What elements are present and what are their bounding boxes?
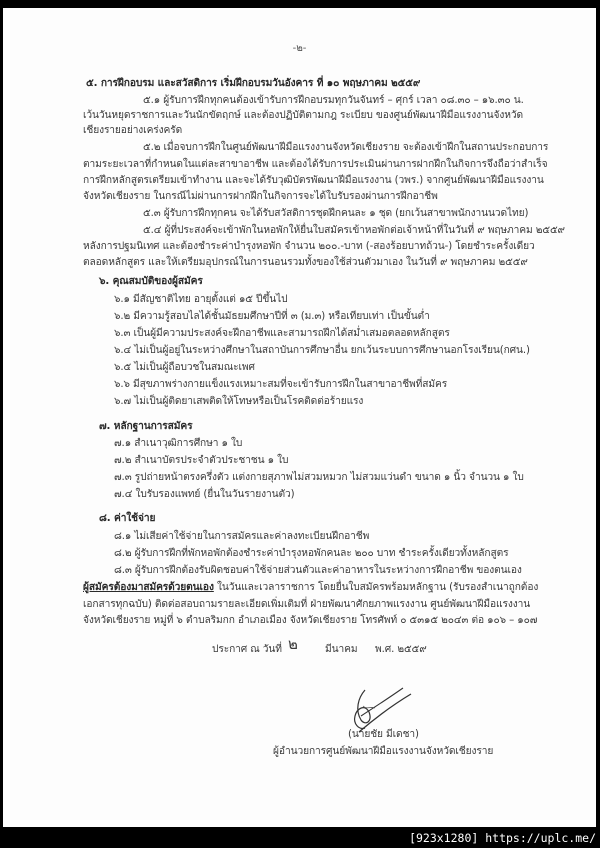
section-5-line: ตลอดหลักสูตร และให้เตรียมอุปกรณ์ในการนอนรวมทั้งของใช้ส่วนตัวมาเอง ในวันที่ ๙ พฤษภาคม ๒๕๕๙ [83, 257, 528, 268]
section-5-line: ๕.๑ ผู้รับการฝึกทุกคนต้องเข้ารับการฝึกอบรมทุกวันจันทร์ – ศุกร์ เวลา ๐๘.๓๐ – ๑๖.๓๐ น. [143, 95, 524, 106]
section-7-heading: ๗. หลักฐานการสมัคร [99, 421, 193, 432]
section-5-line: ๕.๓ ผู้รับการฝึกทุกคน จะได้รับสวัสดิการชุดฝึกคนละ ๑ ชุด (ยกเว้นสาขาพนักงานนวดไทย) [143, 208, 529, 219]
qualification-item: ๖.๒ มีความรู้สอบไลได้ชั้นมัธยมศึกษาปีที่ ๓ (ม.๓) หรือเทียบเท่า เป็นขั้นต่ำ [114, 311, 430, 322]
section-5-line: หลังการปฐมนิเทศ และต้องชำระค่าบำรุงหอพัก จำนวน ๒๐๐.-บาท (-สองร้อยบาทถ้วน-) โดยชำระครั้งเดียว [83, 241, 535, 252]
qualification-item: ๖.๖ มีสุขภาพร่างกายแข็งแรงเหมาะสมที่จะเข้ารับการฝึกในสาขาอาชีพที่สมัคร [114, 379, 448, 390]
section-5-line: ๕.๔ ผู้ที่ประสงค์จะเข้าพักในหอพักให้ยื่นใบสมัครเข้าหอพักต่อเจ้าหน้าที่ในวันที่ ๙ พฤษภาคม ๒๕๕๙ [143, 225, 565, 236]
image-size-watermark: [923x1280] https://uplc.me/ [409, 831, 596, 845]
signature-image [303, 676, 413, 736]
qualification-item: ๖.๔ ไม่เป็นผู้อยู่ในระหว่างศึกษาในสถาบันการศึกษาอื่น ยกเว้นระบบการศึกษานอกโรงเรียน(กศน.) [114, 345, 530, 356]
qualification-item: ๖.๓ เป็นผู้มีความประสงค์จะฝึกอาชีพและสามารถฝึกได้สม่ำเสมอตลอดหลักสูตร [114, 328, 450, 339]
document-item: ๗.๑ สำเนาวุฒิการศึกษา ๑ ใบ [114, 438, 243, 449]
document-item: ๗.๓ รูปถ่ายหน้าตรงครึ่งตัว แต่งกายสุภาพไม่สวมหมวก ไม่สวมแว่นดำ ขนาด ๑ นิ้ว จำนวน ๑ ใบ [114, 472, 524, 483]
section-5-line: การฝึกหลักสูตรเตรียมเข้าทำงาน และจะได้รับวุฒิบัตรพัฒนาฝีมือแรงงาน (วพร.) จากศูนย์พัฒนาฝีมือแรงงาน [83, 175, 544, 186]
signatory-title: ผู้อำนวยการศูนย์พัฒนาฝีมือแรงงานจังหวัดเชียงราย [273, 746, 494, 757]
document-item: ๗.๒ สำเนาบัตรประจำตัวประชาชน ๑ ใบ [114, 455, 289, 466]
expense-item: ๘.๒ ผู้รับการฝึกที่พักหอพักต้องชำระค่าบำรุงหอพักคนละ ๒๐๐ บาท ชำระครั้งเดียวทั้งหลักสูตร [114, 548, 509, 559]
section-5-heading: ๕. การฝึกอบรม และสวัสดิการ เริ่มฝึกอบรมวันอังคาร ที่ ๑๐ พฤษภาคม ๒๕๕๙ [86, 78, 421, 89]
section-5-line: ๕.๒ เมื่อจบการฝึกในศูนย์พัฒนาฝีมือแรงงานจังหวัดเชียงราย จะต้องเข้าฝึกในสถานประกอบการ [143, 142, 549, 153]
qualification-item: ๖.๗ ไม่เป็นผู้ติดยาเสพติดให้โทษหรือเป็นโรคติดต่อร้ายแรง [114, 396, 364, 407]
announcement-day: ๒ [288, 635, 298, 653]
section-5-line: เชียงรายอย่างเคร่งครัด [83, 125, 183, 136]
qualification-item: ๖.๑ มีสัญชาติไทย อายุตั้งแต่ ๑๕ ปีขึ้นไป [114, 294, 288, 305]
signatory-name: (นายชัย มีเดชา) [348, 729, 419, 740]
document-item: ๗.๔ ใบรับรองแพทย์ (ยื่นในวันรายงานตัว) [114, 489, 295, 500]
expense-item: ๘.๓ ผู้รับการฝึกต้องรับผิดชอบค่าใช้จ่ายส่วนตัวและค่าอาหารในระหว่างการฝึกอาชีพ ของตนเอง [114, 565, 522, 576]
notice-emphasis: ผู้สมัครต้องมาสมัครด้วยตนเอง [83, 582, 214, 593]
section-8-heading: ๘. ค่าใช้จ่าย [99, 513, 156, 524]
section-5-line: จังหวัดเชียงราย ในกรณีไม่ผ่านการฝากฝึกในกิจการจะได้ใบรับรองผ่านการฝึกอาชีพ [83, 191, 438, 202]
announcement-year: พ.ศ. ๒๕๕๙ [375, 644, 427, 655]
announcement-prefix: ประกาศ ณ วันที่ [212, 644, 282, 655]
section-5-line: เว้นวันหยุดราชการและวันนักขัตฤกษ์ และต้องปฏิบัติตามกฎ ระเบียบ ของศูนย์พัฒนาฝีมือแรงงานจังหวัด [83, 110, 523, 121]
section-5-line: ตามระยะเวลาที่กำหนดในแต่ละสาขาอาชีพ และต้องได้รับการประเมินผ่านการฝากฝึกในกิจการจึงถือว่าสำเร็จ [83, 159, 548, 170]
notice-line [83, 581, 538, 594]
document-page [3, 8, 596, 827]
notice-line: จังหวัดเชียงราย หมู่ที่ ๖ ตำบลริมกก อำเภอเมือง จังหวัดเชียงราย โทรศัพท์ ๐ ๕๓๑๕ ๒๐๔๓ ต่อ ๑๐๖ – ๑๐๗ [83, 615, 538, 626]
section-6-heading: ๖. คุณสมบัติของผู้สมัคร [99, 276, 203, 287]
expense-item: ๘.๑ ไม่เสียค่าใช้จ่ายในการสมัครและค่าลงทะเบียนฝึกอาชีพ [114, 531, 370, 542]
page-number: -๒- [292, 43, 307, 54]
notice-line: เอกสารทุกฉบับ) ติดต่อสอบถามรายละเอียดเพิ่มเติมที่ ฝ่ายพัฒนาศักยภาพแรงงาน ศูนย์พัฒนาฝีมือแรงงาน [83, 599, 531, 610]
notice-rest: ในวันและเวลาราชการ โดยยื่นใบสมัครพร้อมหลักฐาน (รับรองสำเนาถูกต้อง [213, 582, 539, 593]
qualification-item: ๖.๕ ไม่เป็นผู้ถือบวชในสมณะเพศ [114, 362, 255, 373]
announcement-month: มีนาคม [325, 644, 358, 655]
